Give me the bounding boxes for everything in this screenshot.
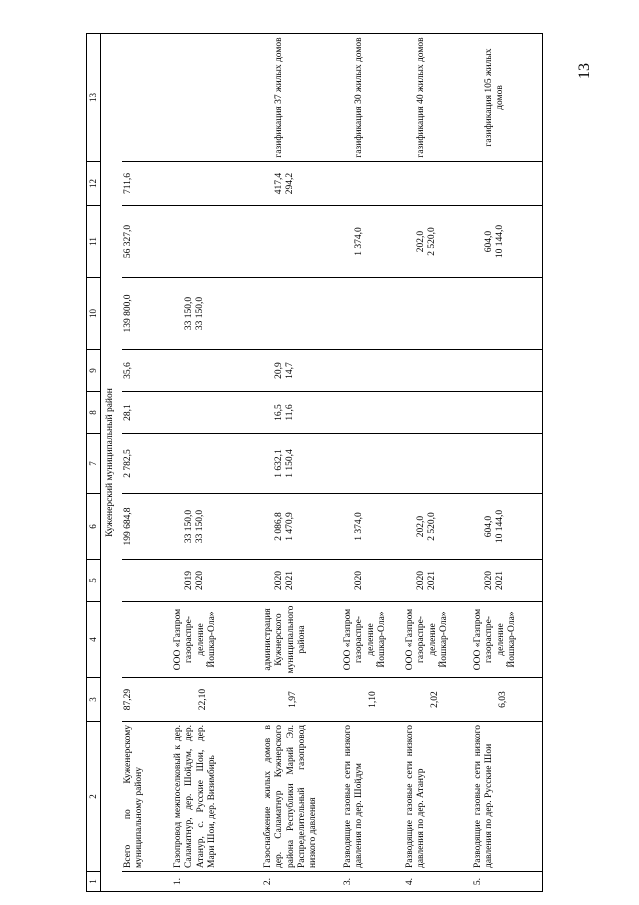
column-number-12: 12 [87,162,101,206]
section-title: Куженерский муниципальный район [101,34,123,892]
total-name: Всего по Куженерскому муниципальному району [122,722,172,872]
executor: администрация Кужнерского муниципального района [262,602,342,678]
value-v8 [472,392,542,434]
column-number-1: 1 [87,872,101,892]
total-executor [122,602,172,678]
executor: ООО «Газпром газораспре-деление Йошкар-Ола» [472,602,542,678]
value-v9 [472,350,542,392]
value-v6: 33 150,0 33 150,0 [172,494,262,560]
value-v9 [404,350,472,392]
years: 2020 2021 [472,560,542,602]
total-v8: 28,1 [122,392,172,434]
length-km: 2,02 [404,678,472,722]
value-v12: 417,4 294,2 [262,162,342,206]
value-v8 [404,392,472,434]
value-v11 [172,206,262,278]
value-v6: 202,0 2 520,0 [404,494,472,560]
value-v9 [172,350,262,392]
result [172,34,262,162]
result: газификация 40 жилых домов [404,34,472,162]
executor: ООО «Газпром газораспре-деление Йошкар-Ола» [342,602,404,678]
row-number: 3. [342,872,404,892]
gas-program-table [86,33,543,892]
object-name: Разводящие газовые сети низкого давления по дер. Атанур [404,722,472,872]
table-row [342,34,404,892]
row-number: 5. [472,872,542,892]
value-v10: 33 150,0 33 150,0 [172,278,262,350]
column-number-4: 4 [87,602,101,678]
value-v11: 202,0 2 520,0 [404,206,472,278]
value-v11 [262,206,342,278]
value-v7 [472,434,542,494]
value-v10 [262,278,342,350]
column-number-7: 7 [87,434,101,494]
object-name: Газоснабжение жилых домов в дер. Саламатнур Кужнерского района Республики Марий Эл. Распределительный газопровод низкого давления [262,722,342,872]
value-v10 [404,278,472,350]
rotated-page [86,12,566,892]
total-v10: 139 800,0 [122,278,172,350]
length-km: 6,03 [472,678,542,722]
column-number-11: 11 [87,206,101,278]
value-v12 [472,162,542,206]
executor: ООО «Газпром газораспре-деление Йошкар-Ола» [404,602,472,678]
total-row [122,34,172,892]
value-v12 [342,162,404,206]
total-num [122,872,172,892]
value-v10 [342,278,404,350]
years: 2020 [342,560,404,602]
length-km: 22,10 [172,678,262,722]
value-v12 [404,162,472,206]
result: газификация 37 жилых домов [262,34,342,162]
value-v8 [172,392,262,434]
value-v6: 1 374,0 [342,494,404,560]
column-number-8: 8 [87,392,101,434]
value-v6: 604,0 10 144,0 [472,494,542,560]
total-years [122,560,172,602]
column-number-6: 6 [87,494,101,560]
total-v7: 2 782,5 [122,434,172,494]
total-v12: 711,6 [122,162,172,206]
object-name: Разводящие газовые сети низкого давления по дер. Шойдум [342,722,404,872]
page-number: 13 [576,63,593,79]
value-v9 [342,350,404,392]
value-v8 [342,392,404,434]
row-number: 1. [172,872,262,892]
total-v6: 199 684,8 [122,494,172,560]
table-row [404,34,472,892]
table-row [172,34,262,892]
table-row [472,34,542,892]
column-number-2: 2 [87,722,101,872]
length-km: 1,10 [342,678,404,722]
value-v7 [342,434,404,494]
total-length: 87,29 [122,678,172,722]
value-v10 [472,278,542,350]
executor: ООО «Газпром газораспре-деление Йошкар-Ола» [172,602,262,678]
years: 2019 2020 [172,560,262,602]
result: газификация 105 жилых домов [472,34,542,162]
object-name: Газопровод межпоселковый к дер. Саламатнур, дер. Шойдум, дер. Атанур, с. Русские Шои, дер. Мари Шои, дер. Визимбирь [172,722,262,872]
value-v11: 604,0 10 144,0 [472,206,542,278]
column-number-5: 5 [87,560,101,602]
column-number-3: 3 [87,678,101,722]
value-v11: 1 374,0 [342,206,404,278]
column-number-row [87,34,101,892]
length-km: 1,97 [262,678,342,722]
table-row [262,34,342,892]
total-v11: 56 327,0 [122,206,172,278]
value-v7: 1 632,1 1 150,4 [262,434,342,494]
years: 2020 2021 [262,560,342,602]
object-name: Разводящие газовые сети низкого давления по дер. Русские Шои [472,722,542,872]
row-number: 2. [262,872,342,892]
column-number-9: 9 [87,350,101,392]
section-row [101,34,123,892]
column-number-13: 13 [87,34,101,162]
value-v6: 2 086,8 1 470,9 [262,494,342,560]
column-number-10: 10 [87,278,101,350]
value-v7 [172,434,262,494]
value-v9: 20,9 14,7 [262,350,342,392]
total-v9: 35,6 [122,350,172,392]
row-number: 4. [404,872,472,892]
value-v12 [172,162,262,206]
result: газификация 30 жилых домов [342,34,404,162]
years: 2020 2021 [404,560,472,602]
value-v7 [404,434,472,494]
total-result [122,34,172,162]
value-v8: 16,5 11,6 [262,392,342,434]
